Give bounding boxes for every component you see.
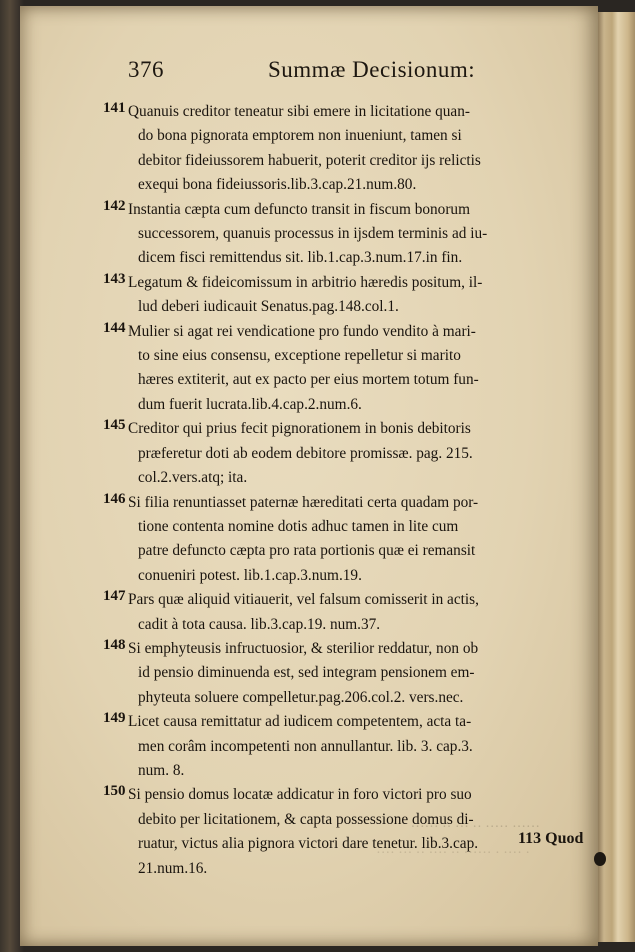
decision-entry	[103, 710, 595, 783]
entry-text-line: Mulier si agat rei vendicatione pro fundo vendito à mari-	[128, 322, 476, 340]
decision-entry	[103, 637, 595, 710]
entry-text-line: men corâm incompetenti non annullantur. lib. 3. cap.3.	[138, 737, 473, 755]
entry-text-line: ruatur, victus alia pignora victori dare tenetur. lib.3.cap.	[138, 835, 479, 853]
entry-text-line: successorem, quanuis processus in ijsdem terminis ad iu-	[138, 225, 488, 243]
decision-entry	[103, 320, 595, 418]
page-number: 376	[128, 57, 164, 82]
entry-text-line: 21.num.16.	[138, 859, 208, 877]
entry-text-line: dicem fisci remittendus sit. lib.1.cap.3.num.17.in fin.	[138, 249, 463, 267]
entry-number: 150	[103, 783, 126, 800]
entry-text-line: Si filia renuntiasset paternæ hæreditati certa quadam por-	[128, 493, 479, 511]
decision-list	[103, 100, 595, 881]
ink-spot	[594, 852, 606, 866]
page-edges	[598, 12, 635, 942]
entry-text-line: conueniri potest. lib.1.cap.3.num.19.	[138, 566, 362, 584]
decision-entry	[103, 198, 595, 271]
running-title: Summæ Decisionum:	[268, 57, 476, 82]
show-through-text: ······ ····· ·· ··· ·· ······	[410, 820, 540, 835]
entry-text-line: hæres extiterit, aut ex pacto per eius mortem totum fun-	[138, 371, 479, 389]
entry-text-line: phyteuta soluere compelletur.pag.206.col.2. vers.nec.	[138, 688, 464, 706]
decision-entry	[103, 417, 595, 490]
entry-text-line: to sine eius consensu, exceptione repelletur si marito	[138, 347, 461, 365]
entry-text-line: Instantia cæpta cum defuncto transit in fiscum bonorum	[128, 200, 470, 218]
entry-text-line: Creditor qui prius fecit pignorationem in bonis debitoris	[128, 420, 471, 438]
entry-text-line: Licet causa remittatur ad iudicem competentem, acta ta-	[128, 713, 472, 731]
catchword: 113 Quod	[518, 830, 584, 847]
entry-text-line: col.2.vers.atq; ita.	[138, 469, 248, 487]
entry-number: 147	[103, 588, 126, 605]
entry-number: 141	[103, 100, 126, 116]
entry-number: 148	[103, 636, 126, 653]
entry-text-line: dum fuerit lucrata.lib.4.cap.2.num.6.	[138, 395, 362, 413]
show-through-text: · ···· · ······ ·· ···· ·· ··· ····	[376, 846, 530, 861]
entry-text-line: exequi bona fideiussoris.lib.3.cap.21.num.80.	[138, 176, 417, 194]
entry-text-line: id pensio diminuenda est, sed integram pensionem em-	[138, 664, 475, 682]
entry-text-line: Legatum & fideicomissum in arbitrio hæredis positum, il-	[128, 273, 483, 291]
entry-text-line: Quanuis creditor teneatur sibi emere in licitatione quan-	[128, 103, 470, 120]
entry-number: 144	[103, 319, 126, 336]
running-header	[128, 55, 508, 89]
entry-text-line: num. 8.	[138, 761, 185, 779]
entry-text-line: do bona pignorata emptorem non inueniunt, tamen si	[138, 127, 462, 145]
entry-text-line: præferetur doti ab eodem debitore promissæ. pag. 215.	[138, 444, 473, 462]
entry-text-line: patre defuncto cæpta pro rata portionis quæ ei remansit	[138, 542, 476, 560]
decision-entry	[103, 100, 595, 198]
entry-number: 142	[103, 197, 126, 214]
entry-number: 145	[103, 417, 126, 434]
entry-text-line: debito per licitationem, & capta possessione domus di-	[138, 810, 474, 828]
decision-entry	[103, 271, 595, 320]
entry-text-line: cadit à tota causa. lib.3.cap.19. num.37.	[138, 615, 381, 633]
entry-number: 143	[103, 270, 126, 287]
decision-entry	[103, 491, 595, 589]
entry-text-line: lud deberi iudicauit Senatus.pag.148.col.1.	[138, 298, 399, 316]
entry-text-line: Si emphyteusis infructuosior, & sterilior reddatur, non ob	[128, 639, 479, 657]
entry-text-line: Si pensio domus locatæ addicatur in foro victori pro suo	[128, 786, 472, 804]
entry-text-line: Pars quæ aliquid vitiauerit, vel falsum comisserit in actis,	[128, 591, 479, 609]
entry-text-line: debitor fideiussorem habuerit, poterit creditor ijs relictis	[138, 151, 481, 169]
entry-number: 149	[103, 710, 126, 727]
entry-number: 146	[103, 490, 126, 507]
entry-text-line: tione contenta nomine dotis adhuc tamen in lite cum	[138, 517, 459, 535]
decision-entry	[103, 588, 595, 637]
